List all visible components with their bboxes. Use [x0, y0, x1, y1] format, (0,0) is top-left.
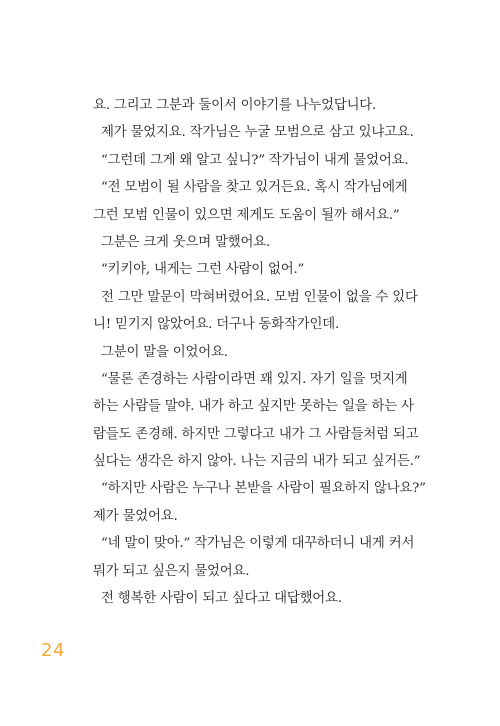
text-line: “하지만 사람은 누구나 본받을 사람이 필요하지 않나요?”: [101, 481, 426, 497]
text-line: 그분은 크게 웃으며 말했어요.: [101, 234, 271, 250]
text-line: “물론 존경하는 사람이라면 꽤 있지. 자기 일을 멋지게: [101, 371, 408, 387]
text-line: 전 그만 말문이 막혀버렸어요. 모범 인물이 없을 수 있다: [101, 289, 418, 305]
text-line: 제가 물었어요.: [93, 508, 178, 524]
text-line: 니! 믿기지 않았어요. 더구나 동화작가인데.: [93, 317, 340, 333]
text-line: “키키야, 내게는 그런 사람이 없어.”: [101, 262, 305, 278]
text-line: 하는 사람들 말야. 내가 하고 싶지만 못하는 일을 하는 사: [93, 399, 414, 415]
text-line: “그런데 그게 왜 알고 싶니?” 작가님이 내게 물었어요.: [101, 152, 409, 168]
text-line: 그런 모범 인물이 있으면 제게도 도움이 될까 해서요.”: [93, 207, 400, 223]
text-line: 싶다는 생각은 하지 않아. 나는 지금의 내가 되고 싶거든.”: [93, 454, 421, 470]
text-line: 뭐가 되고 싶은지 물었어요.: [93, 563, 250, 579]
text-line: 그분이 말을 이었어요.: [101, 344, 228, 360]
body-text: [93, 92, 433, 612]
text-line: “네 말이 맞아.” 작가님은 이렇게 대꾸하더니 내게 커서: [101, 536, 415, 552]
text-line: 전 행복한 사람이 되고 싶다고 대답했어요.: [101, 591, 342, 607]
page-number: 24: [41, 640, 65, 661]
text-line: 요. 그리고 그분과 둘이서 이야기를 나누었답니다.: [93, 98, 377, 113]
text-line: 람들도 존경해. 하지만 그렇다고 내가 그 사람들처럼 되고: [93, 426, 419, 442]
text-line: 제가 물었지요. 작가님은 누굴 모범으로 삼고 있냐고요.: [101, 125, 414, 141]
text-line: “전 모범이 될 사람을 찾고 있거든요. 혹시 작가님에게: [101, 180, 408, 196]
